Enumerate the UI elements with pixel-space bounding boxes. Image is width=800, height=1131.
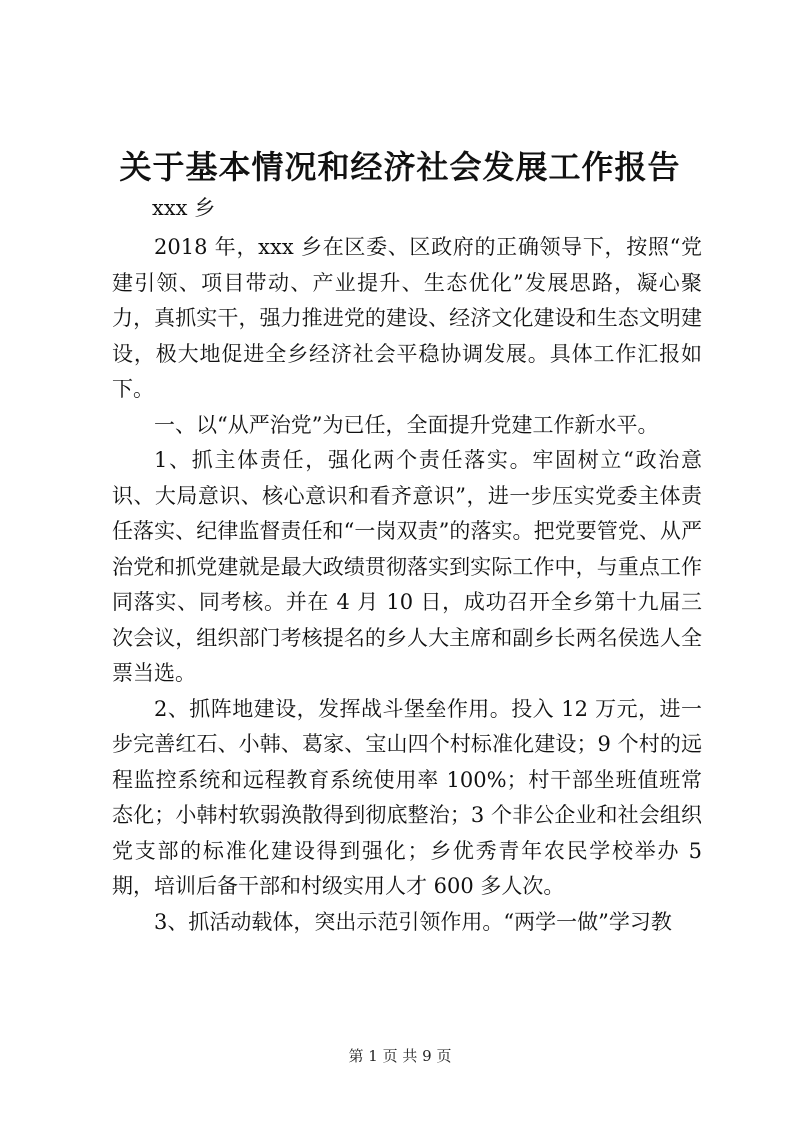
document-title: 关于基本情况和经济社会发展工作报告	[119, 148, 681, 186]
paragraph-intro: 2018 年，xxx 乡在区委、区政府的正确领导下，按照“党建引领、项目带动、产业提升、生态优化”发展思路，凝心聚力，真抓实干，强力推进党的建设、经济文化建设和生态文明建设，极大地促进全乡经济社会平稳协调发展。具体工作汇报如下。	[112, 235, 702, 401]
document-body	[112, 230, 702, 940]
paragraph-item-1: 1、抓主体责任，强化两个责任落实。牢固树立“政治意识、大局意识、核心意识和看齐意识”，进一步压实党委主体责任落实、纪律监督责任和“一岗双责”的落实。把党要管党、从严治党和抓党建就是最大政绩贯彻落实到实际工作中，与重点工作同落实、同考核。并在 4 月 10 日，成功召开全乡第十九届三次会议，组织部门考核提名的乡人大主席和副乡长两名侯选人全票当选。	[112, 448, 702, 685]
paragraph-item-3: 3、抓活动载体，突出示范引领作用。“两学一做”学习教	[154, 909, 672, 934]
paragraph-item-2: 2、抓阵地建设，发挥战斗堡垒作用。投入 12 万元，进一步完善红石、小韩、葛家、宝山四个村标准化建设；9 个村的远程监控系统和远程教育系统使用率 100%；村干部坐班值班常态化；小韩村软弱涣散得到彻底整治；3 个非公企业和社会组织党支部的标准化建设得到强化；乡优秀青年农民学校举办 5 期，培训后备干部和村级实用人才 600 多人次。	[112, 696, 702, 898]
section-heading-1: 一、以“从严治党”为已任，全面提升党建工作新水平。	[154, 412, 659, 437]
page-number: 第 1 页 共 9 页	[348, 1047, 452, 1065]
document-author: xxx 乡	[152, 196, 216, 220]
